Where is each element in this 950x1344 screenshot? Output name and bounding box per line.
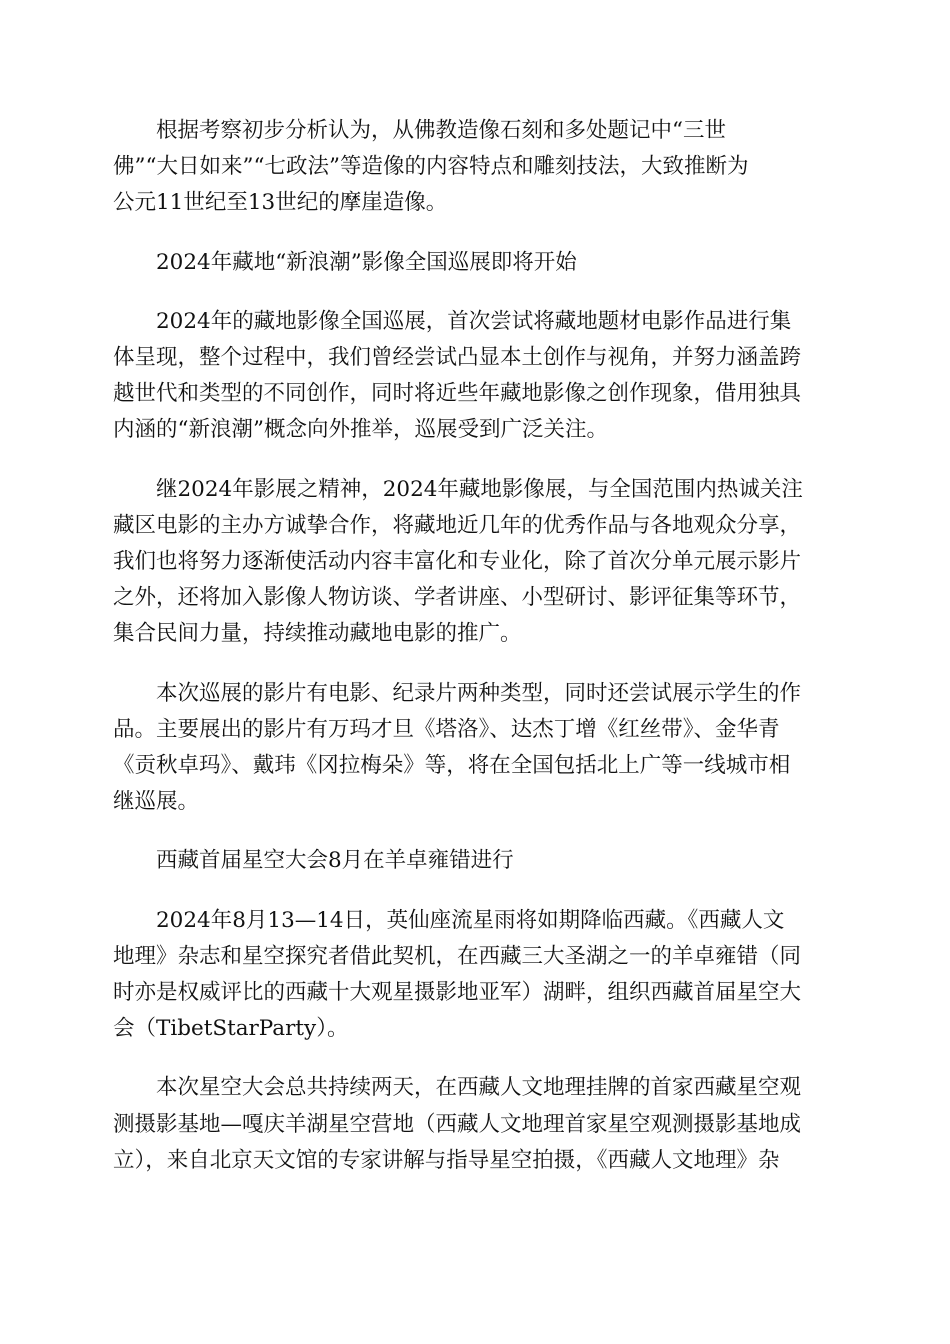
text-line: 本次星空大会总共持续两天，在西藏人文地理挂牌的首家西藏星空观 (156, 1075, 802, 1101)
paragraph-film-tour-cooperation (113, 472, 837, 653)
paragraph-star-party-intro (113, 903, 837, 1048)
document-page (113, 113, 837, 1202)
text-line: 越世代和类型的不同创作，同时将近些年藏地影像之创作现象，借用独具 (113, 381, 802, 407)
text-line: 我们也将努力逐渐使活动内容丰富化和专业化，除了首次分单元展示影片 (113, 549, 802, 575)
text-line: 佛”“大日如来”“七政法”等造像的内容特点和雕刻技法，大致推断为 (113, 154, 749, 180)
text-line: 之外，还将加入影像人物访谈、学者讲座、小型研讨、影评征集等环节， (113, 585, 802, 611)
paragraph-film-tour-films (113, 676, 837, 821)
text-line: 测摄影基地—嘎庆羊湖星空营地（西藏人文地理首家星空观测摄影基地成 (113, 1111, 802, 1137)
section-heading-film-tour: 2024年藏地“新浪潮”影像全国巡展即将开始 (156, 249, 577, 275)
text-line: 集合民间力量，持续推动藏地电影的推广。 (113, 621, 522, 647)
section-heading-star-party: 西藏首届星空大会8月在羊卓雍错进行 (156, 848, 514, 874)
text-line: 《贡秋卓玛》、戴玮《冈拉梅朵》等，将在全国包括北上广等一线城市相 (113, 753, 791, 779)
text-line: 公元11世纪至13世纪的摩崖造像。 (113, 190, 448, 216)
text-line: 2024年8月13—14日，英仙座流星雨将如期降临西藏。《西藏人文 (156, 907, 785, 933)
text-line: 根据考察初步分析认为，从佛教造像石刻和多处题记中“三世 (156, 118, 726, 143)
text-line: 品。主要展出的影片有万玛才旦《塔洛》、达杰丁增《红丝带》、金华青 (113, 716, 780, 742)
text-line: 时亦是权威评比的西藏十大观星摄影地亚军）湖畔，组织西藏首届星空大 (113, 980, 802, 1006)
paragraph-star-party-details (113, 1070, 837, 1179)
text-line: 内涵的“新浪潮”概念向外推举，巡展受到广泛关注。 (113, 417, 608, 443)
paragraph-film-tour-intro (113, 304, 837, 449)
text-line: 地理》杂志和星空探究者借此契机，在西藏三大圣湖之一的羊卓雍错（同 (113, 943, 802, 969)
text-line: 会（TibetStarParty）。 (113, 1016, 349, 1042)
paragraph-dating-analysis (113, 113, 837, 222)
text-line: 体呈现，整个过程中，我们曾经尝试凸显本土创作与视角，并努力涵盖跨 (113, 345, 802, 371)
text-line: 藏区电影的主办方诚挚合作，将藏地近几年的优秀作品与各地观众分享， (113, 512, 802, 538)
text-line: 本次巡展的影片有电影、纪录片两种类型，同时还尝试展示学生的作 (156, 680, 802, 706)
text-line: 继巡展。 (113, 789, 200, 815)
text-line: 继2024年影展之精神，2024年藏地影像展，与全国范围内热诚关注 (156, 476, 803, 502)
text-line: 2024年的藏地影像全国巡展，首次尝试将藏地题材电影作品进行集 (156, 308, 792, 334)
text-line: 立），来自北京天文馆的专家讲解与指导星空拍摄，《西藏人文地理》杂 (113, 1147, 780, 1173)
